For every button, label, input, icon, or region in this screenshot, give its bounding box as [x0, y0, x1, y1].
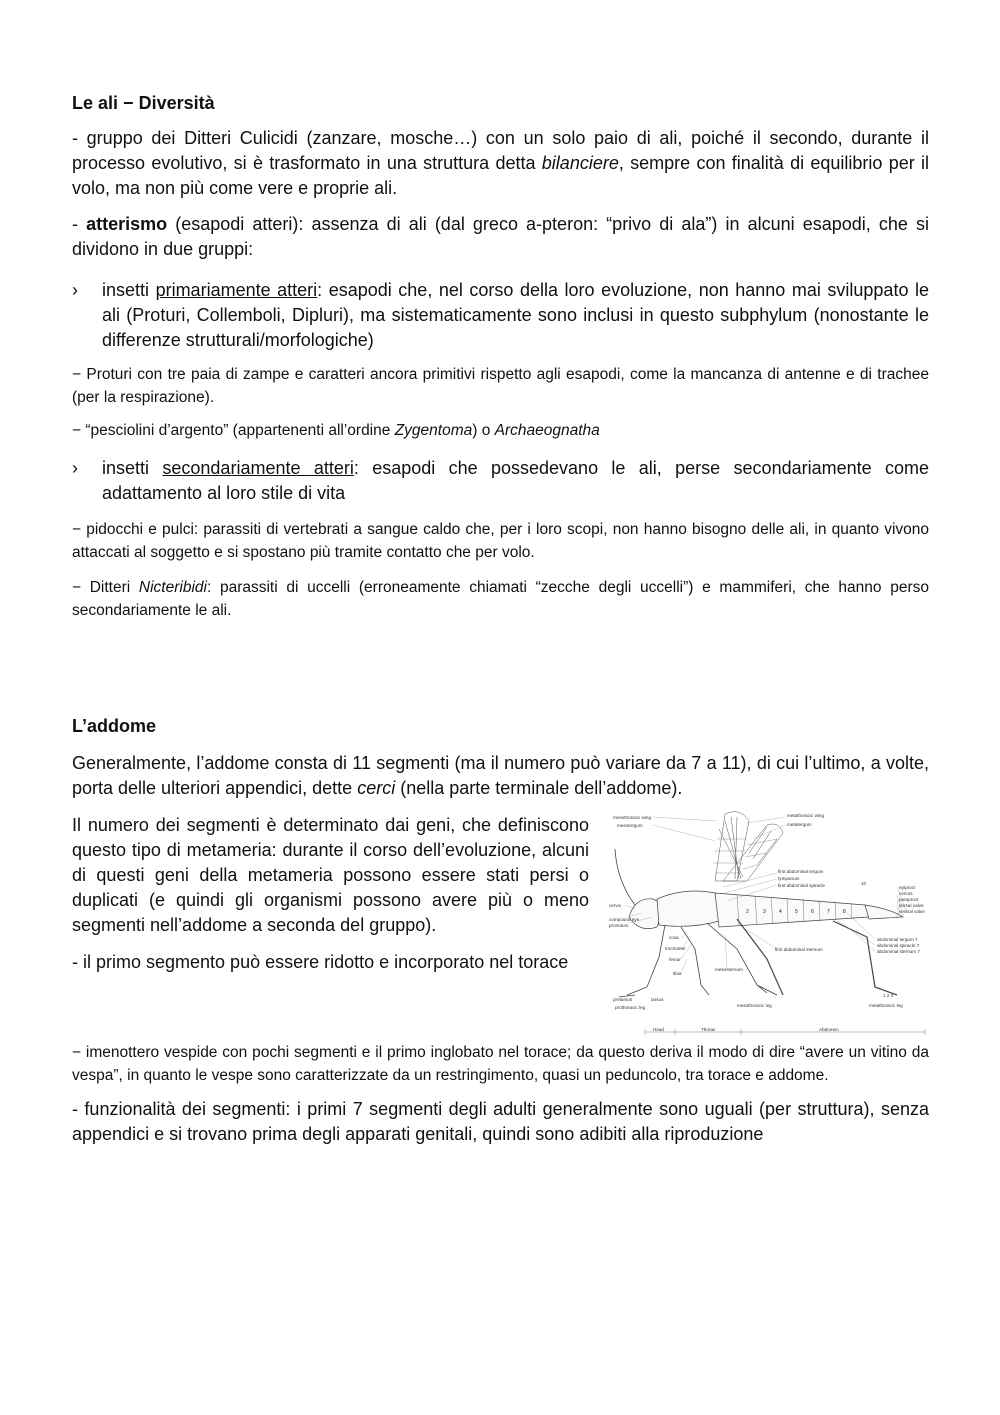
- figure-label: metathoracic leg: [869, 1003, 903, 1008]
- region-label-head: Head: [653, 1027, 664, 1032]
- segment-number: 4: [779, 909, 782, 915]
- region-label-abdomen: Abdomen: [819, 1027, 839, 1032]
- figure-label: pretarsus: [613, 997, 633, 1002]
- figure-label: paraproct: [899, 897, 919, 902]
- region-label-thorax: Thorax: [701, 1027, 716, 1032]
- segment-number: 6: [811, 909, 814, 915]
- figure-label: abdominal tergum 7: [877, 937, 918, 942]
- dash-item-vespide: − imenottero vespide con pochi segmenti e il primo inglobato nel torace; da questo deriva il modo di dire “avere un vitino da vespa”, in quanto le vespe sono caratterizzate da un restringimento, quasi un peduncolo, tra torace e addome.: [72, 1044, 929, 1084]
- figure-label: first abdominal tergum: [778, 869, 824, 874]
- figure-label: abdominal sternum 7: [877, 949, 920, 954]
- section-title-abdomen: L’addome: [72, 716, 157, 736]
- figure-label: tibia: [673, 971, 682, 976]
- paragraph-diptera: - gruppo dei Ditteri Culicidi (zanzare, mosche…) con un solo paio di ali, poiché il secondo, durante il processo evolutivo, si è trasformato in una struttura detta bilanciere, sempre con finalità di equilibrio per il volo, ma non più come vere e proprie ali.: [72, 128, 929, 198]
- figure-label: dorsal valve: [899, 903, 924, 908]
- figure-label: cervix: [609, 903, 621, 908]
- figure-label: metatergum: [787, 822, 812, 827]
- segment-number: 3: [763, 909, 766, 915]
- figure-label: ventral valve: [899, 909, 925, 914]
- figure-label: pronotum: [609, 923, 629, 928]
- bullet-primary-apterous: › insetti primariamente atteri: esapodi che, nel corso della loro evoluzione, non hanno mai sviluppato le ali (Proturi, Collemboli, Dipluri), ma sistematicamente sono inclusi in questo subphylum (nonostante le differenze strutturali/morfologiche): [72, 278, 929, 353]
- figure-label: 10: [861, 881, 867, 886]
- figure-label: epiproct: [899, 885, 916, 890]
- text-figure-row: [72, 813, 929, 1035]
- paragraph-genes: Il numero dei segmenti è determinato dai geni, che definiscono questo tipo di metameria: durante il corso dell’evoluzione, alcuni di questi geni della metameria possono essere stati persi o duplicati (e quindi gli organismi possono avere più o meno segmenti nell’addome a seconda del gruppo).: [72, 815, 589, 935]
- figure-label: mesotergum: [617, 823, 643, 828]
- figure-label: tympanum: [778, 876, 800, 881]
- bullet-marker: ›: [72, 458, 78, 478]
- figure-label: abdominal spiracle 7: [877, 943, 920, 948]
- paragraph-first-segment: - il primo segmento può essere ridotto e incorporato nel torace: [72, 952, 569, 972]
- text-column: [72, 813, 589, 1035]
- figure-label: cercus: [899, 891, 913, 896]
- segment-number: 7: [827, 909, 830, 915]
- body-drawing: [629, 891, 903, 929]
- figure-label: first abdominal spiracle: [778, 883, 825, 888]
- dash-item-nicteribidi: − Ditteri Nicteribidi: parassiti di uccelli (erroneamente chiamati “zecche degli uccelli”) e mammiferi, che hanno perso secondariamente le ali.: [72, 579, 930, 619]
- figure-label: femur: [669, 957, 681, 962]
- segment-number: 2: [746, 909, 749, 915]
- dash-item-proturi: − Proturi con tre paia di zampe e caratteri ancora primitivi rispetto agli esapodi, come la mancanza di antenne e di trachee (per la respirazione).: [72, 366, 929, 406]
- paragraph-atterismo: - atterismo (esapodi atteri): assenza di ali (dal greco a-pteron: “privo di ala”) in alcuni esapodi, che si dividono in due gruppi:: [72, 214, 929, 259]
- bullet-secondary-apterous: › insetti secondariamente atteri: esapodi che possedevano le ali, perse secondariamente come adattamento al loro stile di vita: [72, 456, 929, 506]
- figure-label: mesothoracic wing: [613, 815, 652, 820]
- paragraph-segments: Generalmente, l’addome consta di 11 segmenti (ma il numero può variare da 7 a 11), di cui l’ultimo, a volte, porta delle ulteriori appendici, dette cerci (nella parte terminale dell’addome).: [72, 753, 929, 798]
- dash-item-pidocchi: − pidocchi e pulci: parassiti di vertebrati a sangue caldo che, per i loro scopi, non hanno bisogno delle ali, in quanto vivono attaccati al soggetto e si spostano più tramite contatto che per volo.: [72, 521, 929, 561]
- figure-label: prothoracic leg: [615, 1005, 646, 1010]
- figure-label: mesosternum: [715, 967, 743, 972]
- segment-number: 8: [843, 909, 846, 915]
- grasshopper-anatomy-figure: [607, 809, 929, 1035]
- figure-label: 1 2 3: [883, 993, 894, 998]
- figure-label: trochanter: [665, 946, 686, 951]
- figure-label: coxa: [669, 935, 679, 940]
- wings-drawing: [713, 812, 783, 881]
- bullet-marker: ›: [72, 280, 78, 300]
- paragraph-segment-function: - funzionalità dei segmenti: i primi 7 segmenti degli adulti generalmente sono uguali (per struttura), senza appendici e si trovano prima degli apparati genitali, quindi sono adibiti alla riproduzione: [72, 1099, 929, 1144]
- segment-number: 5: [795, 909, 798, 915]
- figure-label: metathoracic wing: [787, 813, 825, 818]
- figure-label: mesothoracic leg: [737, 1003, 772, 1008]
- section-title-wings: Le ali − Diversità: [72, 93, 215, 113]
- figure-label: compound eye: [609, 917, 640, 922]
- body-region-bar: [645, 1029, 925, 1035]
- dash-item-pesciolini: − “pesciolini d’argento” (appartenenti all’ordine Zygentoma) o Archaeognatha: [72, 422, 600, 439]
- figure-label: first abdominal sternum: [775, 947, 823, 952]
- document-page: [72, 90, 929, 1147]
- figure-label: tarsus: [651, 997, 664, 1002]
